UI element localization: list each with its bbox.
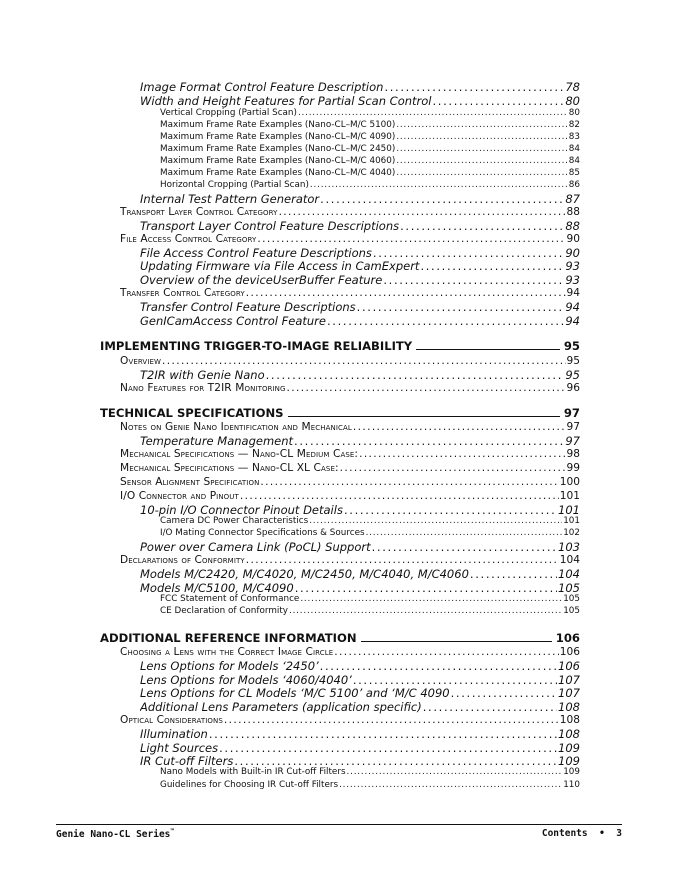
toc-entry[interactable]: [120, 287, 580, 301]
dot-leader: [257, 233, 565, 245]
toc-entry[interactable]: [160, 120, 580, 132]
toc-entry[interactable]: [120, 490, 580, 504]
toc-entry-title: Sensor Alignment Specification: [120, 476, 260, 488]
section-title: IMPLEMENTING TRIGGER-TO-IMAGE RELIABILITY: [100, 339, 413, 353]
toc-entry-page: 108: [558, 700, 580, 714]
toc-entry-page: 86: [568, 180, 580, 190]
toc-entry[interactable]: [120, 421, 580, 435]
toc-entry-title: Lens Options for Models ‘4060/4040’: [140, 673, 352, 687]
toc-entry-title: I/O Connector and Pinout: [120, 490, 239, 502]
toc-entry-page: 104: [559, 554, 580, 566]
toc-entry[interactable]: [160, 156, 580, 168]
section-rule: [361, 631, 552, 642]
toc-entry-title: 10-pin I/O Connector Pinout Details: [140, 503, 343, 517]
toc-entry-title: Nano Models with Built-in IR Cut-off Filters: [160, 767, 346, 777]
dot-leader: [353, 673, 557, 687]
toc-entry-page: 108: [559, 714, 580, 726]
trademark-symbol: ™: [170, 828, 175, 835]
dot-leader: [309, 516, 562, 526]
dot-leader: [295, 581, 557, 595]
toc-entry-title: Additional Lens Parameters (application specific): [140, 700, 422, 714]
toc-entry-page: 84: [568, 144, 580, 154]
toc-entry-title: Notes on Genie Nano Identification and Mechanical: [120, 421, 352, 433]
toc-entry[interactable]: [160, 516, 580, 528]
dot-leader: [209, 727, 557, 741]
toc-entry-page: 99: [566, 462, 580, 474]
toc-entry[interactable]: [160, 780, 580, 792]
toc-entry-title: Updating Firmware via File Access in CamExpert: [140, 259, 420, 273]
dot-leader: [340, 462, 566, 474]
dot-leader: [219, 741, 557, 755]
toc-entry-page: 110: [563, 780, 580, 790]
toc-entry-title: FCC Statement of Conformance: [160, 594, 300, 604]
dot-leader: [451, 686, 557, 700]
dot-leader: [260, 476, 558, 488]
toc-entry[interactable]: [160, 528, 580, 540]
section-rule: [416, 339, 560, 350]
dot-leader: [246, 287, 566, 299]
toc-entry-title: Vertical Cropping (Partial Scan): [160, 108, 297, 118]
toc-entry-title: T2IR with Genie Nano: [140, 368, 265, 382]
footer-product-name: [56, 828, 174, 840]
product-name: Genie Nano-CL Series: [56, 829, 171, 841]
dot-leader: [420, 259, 564, 273]
toc-entry-title: Models M/C2420, M/C4020, M/C2450, M/C4040, M/C4060: [140, 567, 469, 581]
toc-entry-title: IR Cut-off Filters: [140, 754, 234, 768]
toc-entry-title: Declarations of Conformity: [120, 554, 245, 566]
toc-entry-title: Transfer Control Feature Descriptions: [140, 300, 356, 314]
dot-leader: [287, 382, 566, 394]
dot-leader: [372, 540, 557, 554]
toc-entry-title: Temperature Management: [140, 434, 294, 448]
toc-entry[interactable]: [120, 233, 580, 247]
toc-entry[interactable]: [140, 567, 580, 581]
toc-entry[interactable]: [140, 673, 580, 687]
toc-entry[interactable]: [140, 246, 580, 260]
toc-entry[interactable]: [140, 741, 580, 755]
toc-entry-title: GenICamAccess Control Feature: [140, 314, 326, 328]
dot-leader: [396, 168, 567, 178]
toc-entry-title: Lens Options for CL Models ‘M/C 5100’ and ‘M/C 4090: [140, 686, 450, 700]
toc-entry-page: 90: [566, 233, 580, 245]
dot-leader: [396, 156, 567, 166]
toc-entry-page: 106: [558, 659, 580, 673]
toc-entry-page: 97: [566, 421, 580, 433]
toc-entry-page: 85: [568, 168, 580, 178]
toc-entry-page: 82: [568, 120, 580, 130]
toc-entry[interactable]: [160, 168, 580, 180]
toc-entry-page: 94: [565, 300, 580, 314]
toc-entry-page: 104: [558, 567, 580, 581]
dot-leader: [396, 120, 567, 130]
toc-entry[interactable]: [120, 355, 580, 369]
toc-entry[interactable]: [120, 476, 580, 490]
toc-entry-page: 101: [558, 503, 580, 517]
toc-entry-title: Optical Considerations: [120, 714, 223, 726]
dot-leader: [383, 273, 564, 287]
dot-leader: [327, 314, 564, 328]
page-number: 3: [616, 828, 622, 839]
toc-entry-page: 106: [559, 646, 580, 658]
toc-entry-title: Horizontal Cropping (Partial Scan): [160, 180, 309, 190]
footer-divider: [56, 824, 622, 825]
toc-entry-title: Power over Camera Link (PoCL) Support: [140, 540, 371, 554]
section-title: TECHNICAL SPECIFICATIONS: [100, 406, 284, 420]
toc-entry-page: 88: [566, 206, 580, 218]
dot-leader: [400, 219, 564, 233]
toc-entry-page: 109: [563, 767, 580, 777]
dot-leader: [396, 144, 567, 154]
toc-entry-title: Illumination: [140, 727, 208, 741]
toc-entry[interactable]: [160, 767, 580, 779]
toc-entry-page: 87: [565, 192, 580, 206]
toc-entry-title: CE Declaration of Conformity: [160, 606, 288, 616]
toc-entry-title: Models M/C5100, M/C4090: [140, 581, 294, 595]
toc-entry[interactable]: [160, 606, 580, 618]
toc-entry[interactable]: [140, 259, 580, 273]
toc-entry-title: Image Format Control Feature Description: [140, 80, 384, 94]
toc-section-heading[interactable]: [100, 406, 580, 422]
toc-entry-title: Guidelines for Choosing IR Cut-off Filters: [160, 780, 339, 790]
toc-entry[interactable]: [140, 540, 580, 554]
toc-entry-page: 101: [563, 516, 580, 526]
dot-leader: [357, 300, 565, 314]
dot-leader: [344, 503, 557, 517]
toc-entry-page: 95: [565, 368, 580, 382]
toc-entry-page: 107: [558, 673, 580, 687]
dot-leader: [234, 754, 557, 768]
toc-entry-page: 105: [563, 594, 580, 604]
dot-leader: [396, 132, 567, 142]
dot-leader: [359, 448, 565, 460]
dot-leader: [294, 434, 564, 448]
toc-entry-page: 102: [563, 528, 580, 538]
dot-leader: [289, 606, 562, 616]
toc-entry-title: Maximum Frame Rate Examples (Nano-CL–M/C 4060): [160, 156, 396, 166]
toc-entry[interactable]: [140, 727, 580, 741]
toc-entry-page: 97: [565, 434, 580, 448]
dot-leader: [224, 714, 559, 726]
section-page: 95: [563, 339, 580, 353]
dot-leader: [470, 567, 557, 581]
toc-entry-title: File Access Control Category: [120, 233, 257, 245]
toc-entry[interactable]: [140, 686, 580, 700]
toc-entry-title: Camera DC Power Characteristics: [160, 516, 309, 526]
section-page: 106: [555, 631, 580, 645]
dot-leader: [339, 780, 562, 790]
toc-entry[interactable]: [120, 382, 580, 396]
toc-entry-page: 88: [565, 219, 580, 233]
section-page: 97: [563, 406, 580, 420]
toc-entry-title: Transfer Control Category: [120, 287, 245, 299]
toc-entry[interactable]: [140, 94, 580, 108]
dot-leader: [320, 659, 557, 673]
dot-leader: [334, 646, 558, 658]
toc-entry-title: Light Sources: [140, 741, 219, 755]
dot-leader: [432, 94, 564, 108]
toc-entry-page: 84: [568, 156, 580, 166]
section-rule: [288, 406, 560, 417]
toc-entry[interactable]: [160, 180, 580, 192]
dot-leader: [353, 421, 566, 433]
toc-entry-page: 94: [565, 314, 580, 328]
toc-entry[interactable]: [140, 581, 580, 595]
toc-entry-page: 93: [565, 273, 580, 287]
dot-leader: [347, 767, 563, 777]
toc-entry[interactable]: [120, 462, 580, 476]
toc-entry[interactable]: [140, 314, 580, 328]
toc-entry-title: Maximum Frame Rate Examples (Nano-CL–M/C 4040): [160, 168, 396, 178]
dot-leader: [240, 490, 559, 502]
toc-entry[interactable]: [120, 554, 580, 568]
dot-leader: [162, 355, 565, 367]
toc-section-heading[interactable]: [100, 631, 580, 647]
toc-entry[interactable]: [160, 594, 580, 606]
toc-section-heading[interactable]: [100, 339, 580, 355]
toc-entry[interactable]: [140, 659, 580, 673]
toc-entry-title: Mechanical Specifications — Nano-CL Medium Case:: [120, 448, 359, 460]
toc-entry-title: Overview of the deviceUserBuffer Feature: [140, 273, 383, 287]
dot-leader: [320, 192, 564, 206]
toc-entry-page: 80: [565, 94, 580, 108]
footer-page-info: [542, 828, 622, 839]
toc-entry-title: Maximum Frame Rate Examples (Nano-CL–M/C 2450): [160, 144, 396, 154]
toc-entry-title: Mechanical Specifications — Nano-CL XL Case:: [120, 462, 339, 474]
toc-entry-title: Internal Test Pattern Generator: [140, 192, 320, 206]
toc-entry-page: 94: [566, 287, 580, 299]
footer-bullet: •: [599, 828, 605, 839]
toc-entry-page: 90: [565, 246, 580, 260]
toc-entry[interactable]: [140, 434, 580, 448]
toc-entry-title: Transport Layer Control Feature Descriptions: [140, 219, 400, 233]
toc-entry-page: 105: [563, 606, 580, 616]
toc-entry[interactable]: [120, 714, 580, 728]
toc-entry[interactable]: [140, 368, 580, 382]
footer-section: Contents: [541, 828, 588, 839]
dot-leader: [310, 180, 568, 190]
toc-entry-page: 109: [558, 754, 580, 768]
toc-entry-title: File Access Control Feature Descriptions: [140, 246, 372, 260]
section-title: ADDITIONAL REFERENCE INFORMATION: [100, 631, 357, 645]
toc-entry[interactable]: [140, 754, 580, 768]
toc-entry-title: Choosing a Lens with the Correct Image Circle: [120, 646, 334, 658]
dot-leader: [366, 528, 563, 538]
toc-entry-page: 93: [565, 259, 580, 273]
toc-entry[interactable]: [160, 144, 580, 156]
toc-entry-title: Overview: [120, 355, 162, 367]
toc-entry-title: Nano Features for T2IR Monitoring: [120, 382, 286, 394]
toc-entry-title: Lens Options for Models ‘2450’: [140, 659, 319, 673]
toc-entry-title: Width and Height Features for Partial Scan Control: [140, 94, 432, 108]
toc-entry[interactable]: [140, 192, 580, 206]
toc-entry[interactable]: [140, 80, 580, 94]
toc-entry-page: 100: [559, 476, 580, 488]
toc-entry-page: 83: [568, 132, 580, 142]
dot-leader: [266, 368, 565, 382]
toc-entry[interactable]: [120, 206, 580, 220]
toc-entry[interactable]: [160, 108, 580, 120]
dot-leader: [384, 80, 564, 94]
toc-entry[interactable]: [140, 273, 580, 287]
toc-entry[interactable]: [140, 700, 580, 714]
toc-entry[interactable]: [120, 646, 580, 660]
toc-entry-title: Maximum Frame Rate Examples (Nano-CL–M/C 5100): [160, 120, 396, 130]
toc-entry-page: 101: [559, 490, 580, 502]
dot-leader: [423, 700, 557, 714]
toc-entry-page: 108: [558, 727, 580, 741]
toc-entry-title: Transport Layer Control Category: [120, 206, 278, 218]
toc-entry-title: Maximum Frame Rate Examples (Nano-CL–M/C 4090): [160, 132, 396, 142]
toc-entry-page: 78: [565, 80, 580, 94]
toc-entry-page: 103: [558, 540, 580, 554]
toc-entry-page: 98: [566, 448, 580, 460]
dot-leader: [373, 246, 564, 260]
toc-entry[interactable]: [140, 503, 580, 517]
dot-leader: [279, 206, 566, 218]
dot-leader: [246, 554, 559, 566]
toc-entry[interactable]: [160, 132, 580, 144]
dot-leader: [300, 594, 562, 604]
toc-entry[interactable]: [140, 300, 580, 314]
toc-entry-page: 95: [566, 355, 580, 367]
toc-entry-page: 109: [558, 741, 580, 755]
dot-leader: [298, 108, 568, 118]
toc-entry-title: I/O Mating Connector Specifications & Sources: [160, 528, 365, 538]
toc-entry-page: 96: [566, 382, 580, 394]
toc-entry[interactable]: [120, 448, 580, 462]
toc-entry-page: 107: [558, 686, 580, 700]
toc-entry-page: 80: [568, 108, 580, 118]
toc-entry[interactable]: [140, 219, 580, 233]
toc-entry-page: 105: [558, 581, 580, 595]
